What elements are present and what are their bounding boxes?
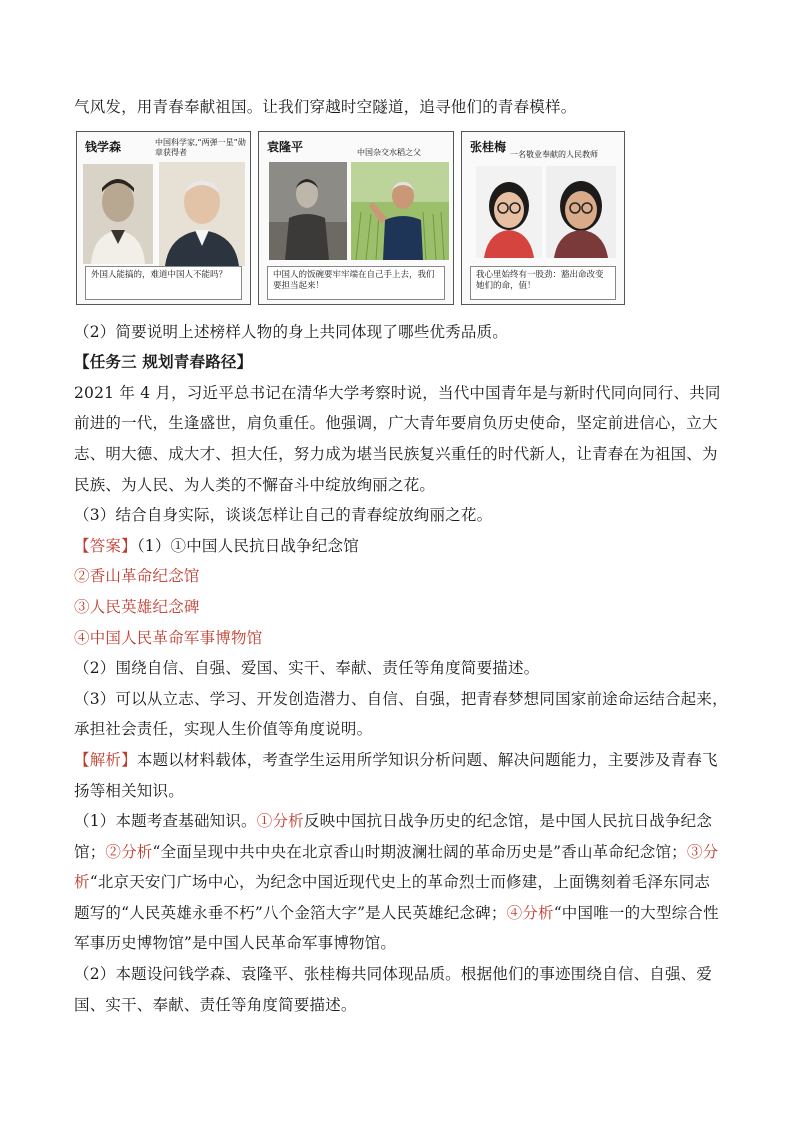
analysis-text: 馆；	[74, 842, 106, 861]
figure-note: 一名敬业奉献的人民教师	[510, 149, 598, 159]
analysis-text: “北京天安门广场中心，为纪念中国近现代史上的革命烈士而修建，上面镌刻着毛泽东同志	[89, 873, 711, 892]
analysis-p2-line: 国、实干、奉献、责任等角度简要描述。	[74, 995, 357, 1014]
analysis-p2-line: （2）本题设问钱学森、袁隆平、张桂梅共同体现品质。根据他们的事迹围绕自信、自强、爱	[74, 965, 713, 984]
analysis-text: “全面呈现中共中央在北京香山时期波澜壮阔的革命历史是”香山革命纪念馆；	[152, 842, 687, 861]
figure-name: 张桂梅	[470, 139, 507, 154]
task-3-paragraph-line: 民族、为人民、为人类的不懈奋斗中绽放绚丽之花。	[74, 475, 436, 494]
answer-1-prefix: （1）①中国人民抗日战争纪念馆	[136, 536, 359, 555]
answer-1-item: ②香山革命纪念馆	[74, 567, 200, 586]
question-3: （3）结合自身实际，谈谈怎样让自己的青春绽放绚丽之花。	[74, 506, 493, 525]
intro-line: 气风发，用青春奉献祖国。让我们穿越时空隧道，追寻他们的青春模样。	[74, 98, 577, 116]
analysis-text: 反映中国抗日战争历史的纪念馆，是中国人民抗日战争纪念	[303, 812, 713, 831]
answer-1-item: ④中国人民革命军事博物馆	[74, 628, 263, 647]
analysis-text: （1）本题考查基础知识。	[74, 812, 257, 831]
analysis-label: 【解析】	[74, 750, 137, 769]
analysis-intro: 本题以材料载体，考查学生运用所学知识分析问题、解决问题能力，主要涉及青春飞	[136, 750, 718, 769]
analysis-p1-line-5: 军事历史博物馆”是中国人民革命军事博物馆。	[74, 934, 397, 953]
analysis-highlight: ④分析	[506, 903, 554, 922]
figure-caption: 我心里始终有一股劲：豁出命改变她们的命，值！	[470, 266, 616, 300]
task-3-title: 【任务三 规划青春路径】	[74, 352, 253, 372]
figure-panel-qian-xuesen	[76, 131, 251, 305]
figure-panel-yuan-longping	[258, 131, 454, 305]
task-3-paragraph-line: 前进的一代，生逢盛世，肩负重任。他强调，广大青年要肩负历史使命，坚定前进信心，立大	[74, 414, 718, 433]
figure-name: 袁隆平	[267, 139, 304, 154]
figure-caption: 外国人能搞的，难道中国人不能吗？	[85, 266, 242, 300]
analysis-highlight: ①分析	[256, 812, 304, 831]
task-3-paragraph-line: 志、明大德、成大才、担大任，努力成为堪当民族复兴重任的时代新人，让青春在为祖国、为	[74, 444, 718, 463]
document-page	[74, 92, 728, 1020]
answer-line-1	[74, 531, 724, 562]
figure-note: 中国科学家,“两弹一星”勋章获得者	[155, 137, 246, 157]
young-field-photo	[269, 162, 347, 260]
portrait-photo-left	[476, 166, 542, 258]
analysis-highlight: ②分析	[105, 842, 153, 861]
analysis-highlight: 析	[74, 873, 90, 892]
portrait-photo-right	[546, 166, 616, 258]
figure-caption: 中国人的饭碗要牢牢端在自己手上去，我们要担当起来！	[267, 266, 445, 300]
answer-3-line: （3）可以从立志、学习、开发创造潜力、自信、自强，把青春梦想同国家前途命运结合起来，	[74, 689, 728, 708]
answer-3-line: 承担社会责任，实现人生价值等角度说明。	[74, 720, 373, 739]
analysis-line-1	[74, 745, 724, 776]
analysis-text: “中国唯一的大型综合性	[553, 903, 719, 922]
young-portrait-photo	[83, 164, 153, 264]
analysis-highlight: ③分	[686, 842, 719, 861]
question-2: （2）简要说明上述榜样人物的身上共同体现了哪些优秀品质。	[74, 322, 508, 341]
analysis-text: 题写的“人民英雄永垂不朽”八个金箔大字”是人民英雄纪念碑；	[74, 903, 507, 922]
figure-note: 中国杂交水稻之父	[357, 147, 421, 157]
task-3-paragraph-line: 2021 年 4 月，习近平总书记在清华大学考察时说，当代中国青年是与新时代同向同行、共同	[74, 383, 721, 402]
analysis-p1-line-3	[74, 867, 724, 898]
analysis-intro-cont: 扬等相关知识。	[74, 781, 184, 800]
analysis-p1-line-4	[74, 898, 724, 929]
answer-label: 【答案】	[74, 536, 137, 555]
answer-1-item: ③人民英雄纪念碑	[74, 597, 200, 616]
rice-field-photo	[351, 162, 449, 260]
analysis-p1-line-1	[74, 806, 724, 837]
analysis-p1-line-2	[74, 837, 724, 868]
old-portrait-photo	[159, 162, 245, 266]
figure-name: 钱学森	[85, 139, 122, 154]
role-model-figure-strip	[76, 131, 724, 313]
figure-panel-zhang-guimei	[461, 131, 625, 305]
answer-2: （2）围绕自信、自强、爱国、实干、奉献、责任等角度简要描述。	[74, 659, 540, 678]
